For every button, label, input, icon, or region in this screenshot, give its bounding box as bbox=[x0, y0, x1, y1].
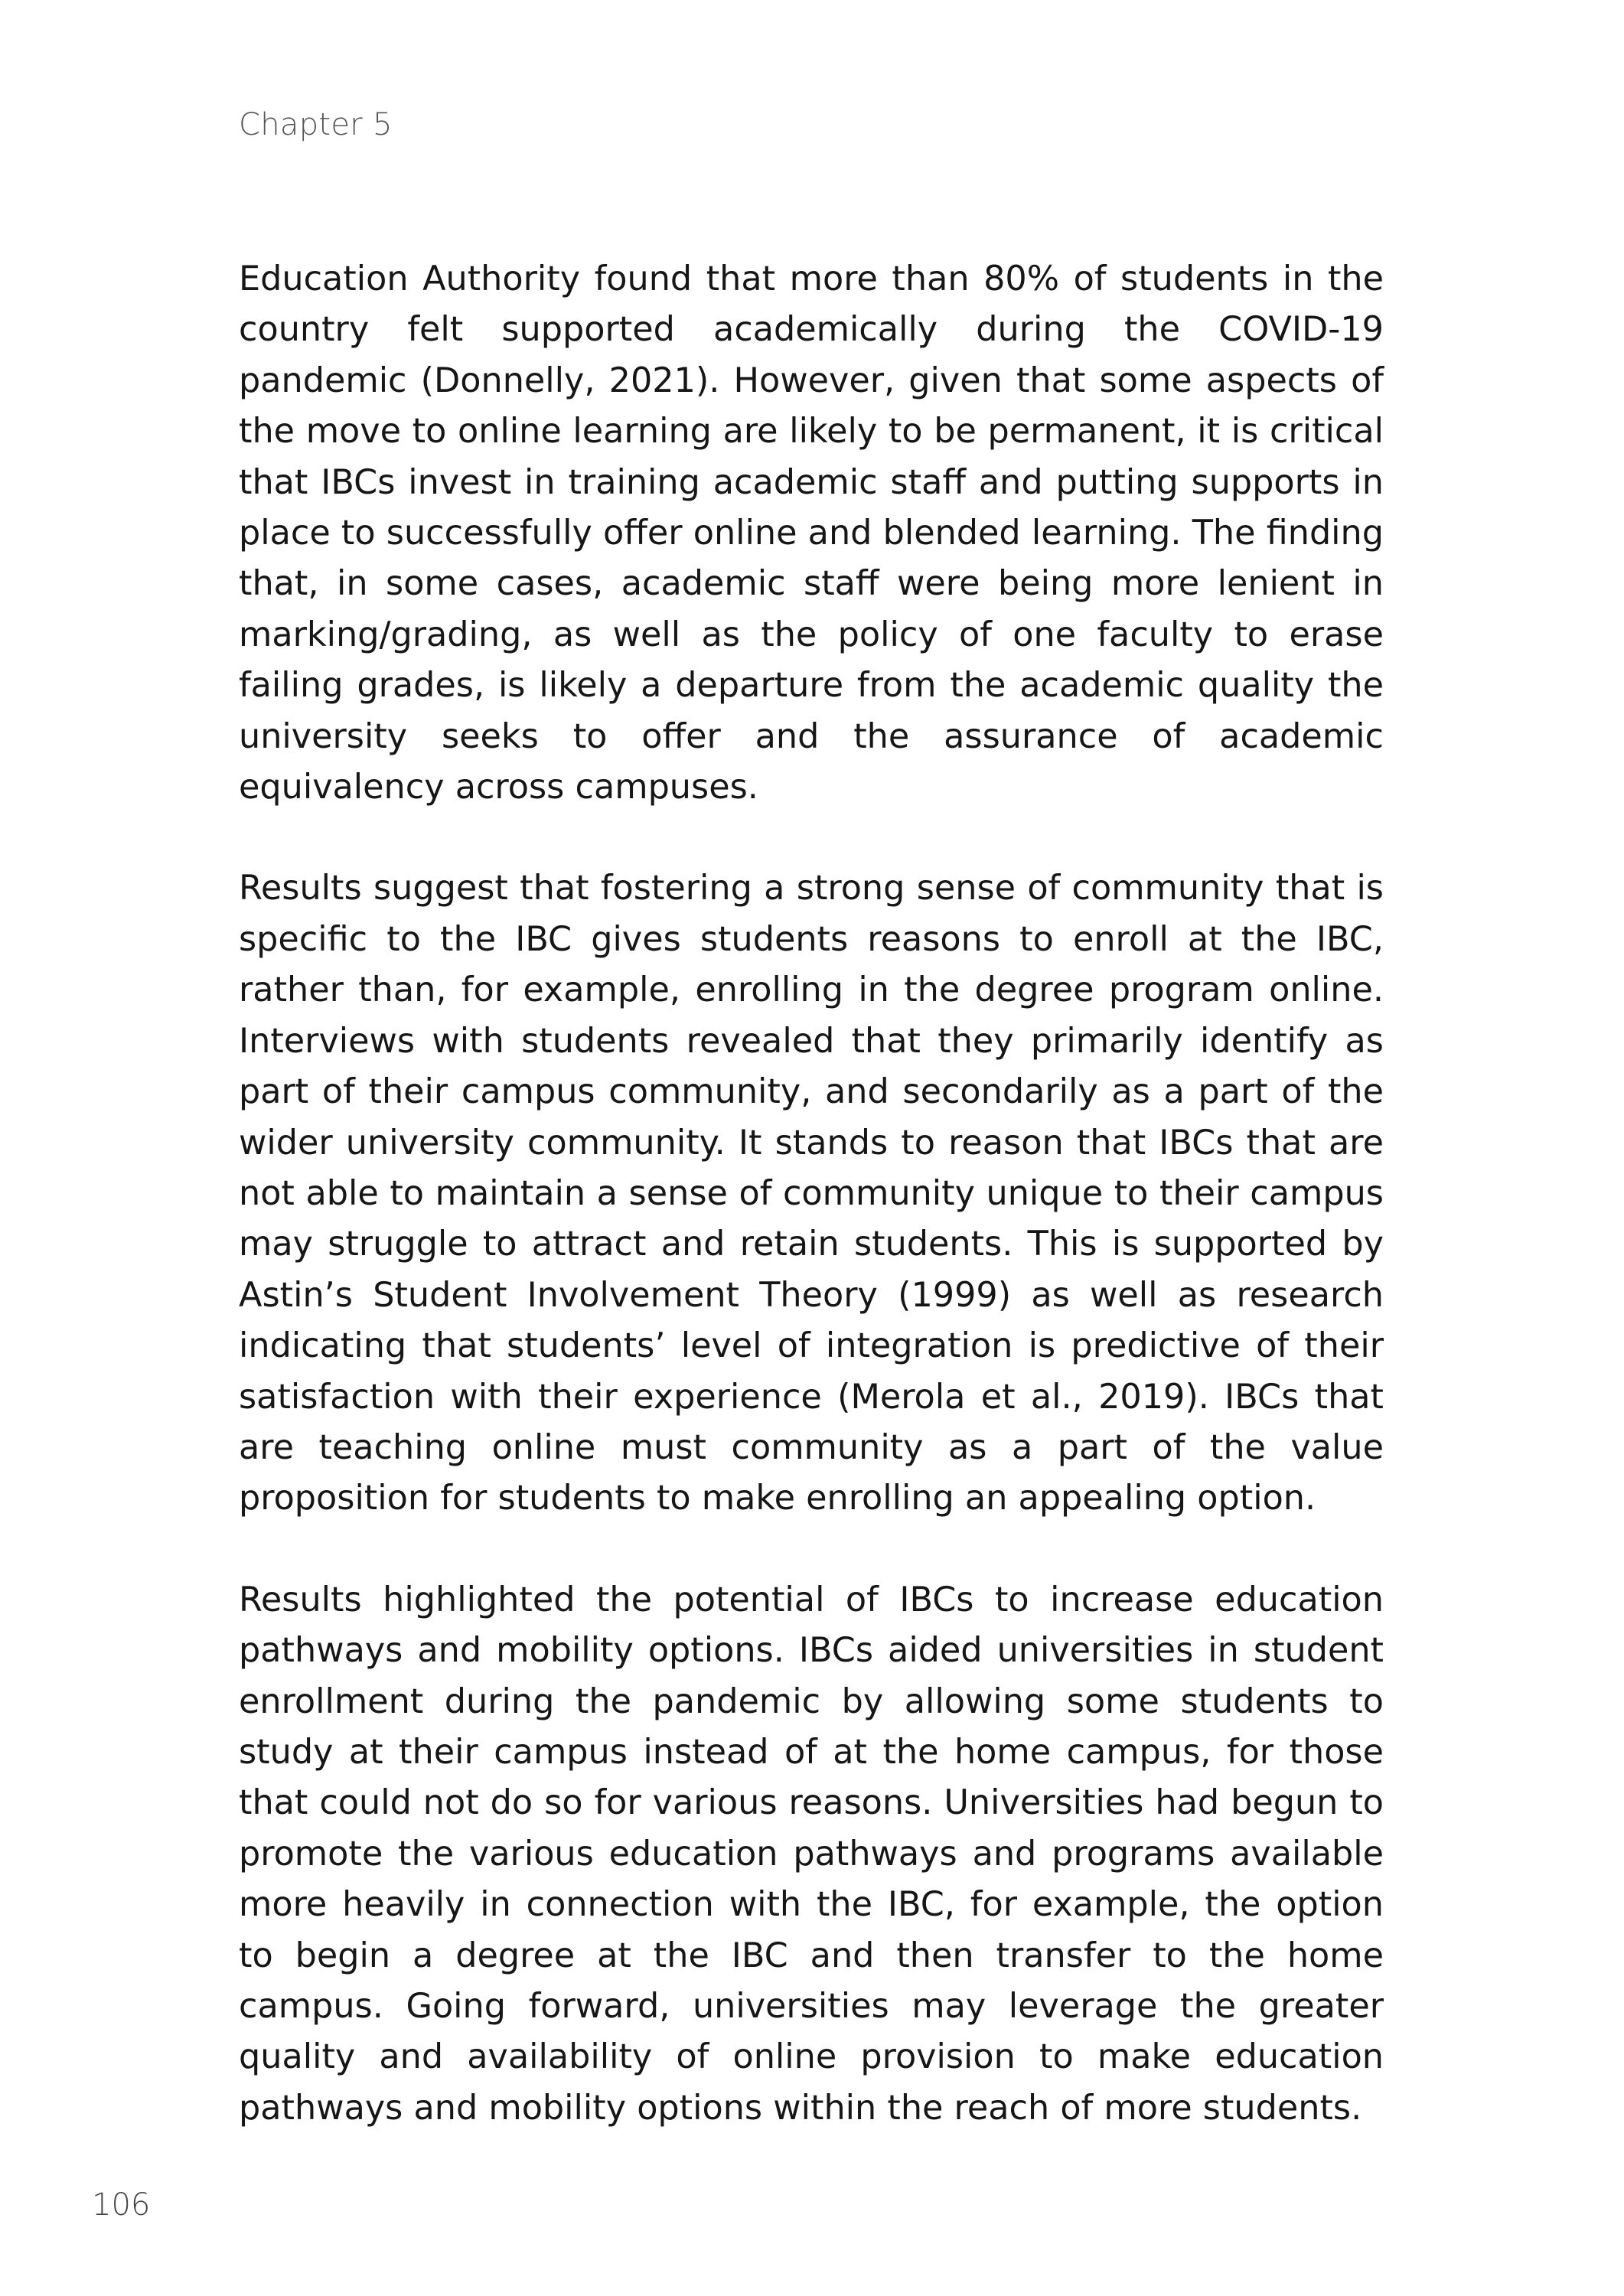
paragraph-1: Education Authority found that more than 80% of students in the country felt supported academically during the COVID-19 pandemic (Donnelly, 2021). However, given that some aspects of the move to online learning are likely to be permanent, it is critical that IBCs invest in training academic staff and putting supports in place to successfully offer online and blended learning. The finding that, in some cases, academic staff were being more lenient in marking/grading, as well as the policy of one faculty to erase failing grades, is likely a departure from the academic quality the university seeks to offer and the assurance of academic equivalency across campuses. bbox=[239, 259, 1384, 807]
paragraph-3: Results highlighted the potential of IBCs to increase education pathways and mobility options. IBCs aided universities in student enrollment during the pandemic by allowing some students to study at their campus instead of at the home campus, for those that could not do so for various reasons. Universities had begun to promote the various education pathways and programs available more heavily in connection with the IBC, for example, the option to begin a degree at the IBC and then transfer to the home campus. Going forward, universities may leverage the greater quality and availability of online provision to make education pathways and mobility options within the reach of more students. bbox=[239, 1580, 1384, 2128]
paragraph-2: Results suggest that fostering a strong sense of community that is specific to the IBC gives students reasons to enroll at the IBC, rather than, for example, enrolling in the degree program online. Interviews with students revealed that they primarily identify as part of their campus community, and secondarily as a part of the wider university community. It stands to reason that IBCs that are not able to maintain a sense of community unique to their campus may struggle to attract and retain students. This is supported by Astin’s Student Involvement Theory (1999) as well as research indicating that students’ level of integration is predictive of their satisfaction with their experience (Merola et al., 2019). IBCs that are teaching online must community as a part of the value proposition for students to make enrolling an appealing option. bbox=[239, 869, 1384, 1518]
running-header: Chapter 5 bbox=[239, 107, 393, 142]
page-number: 106 bbox=[92, 2187, 151, 2223]
body-text bbox=[239, 254, 1384, 2184]
